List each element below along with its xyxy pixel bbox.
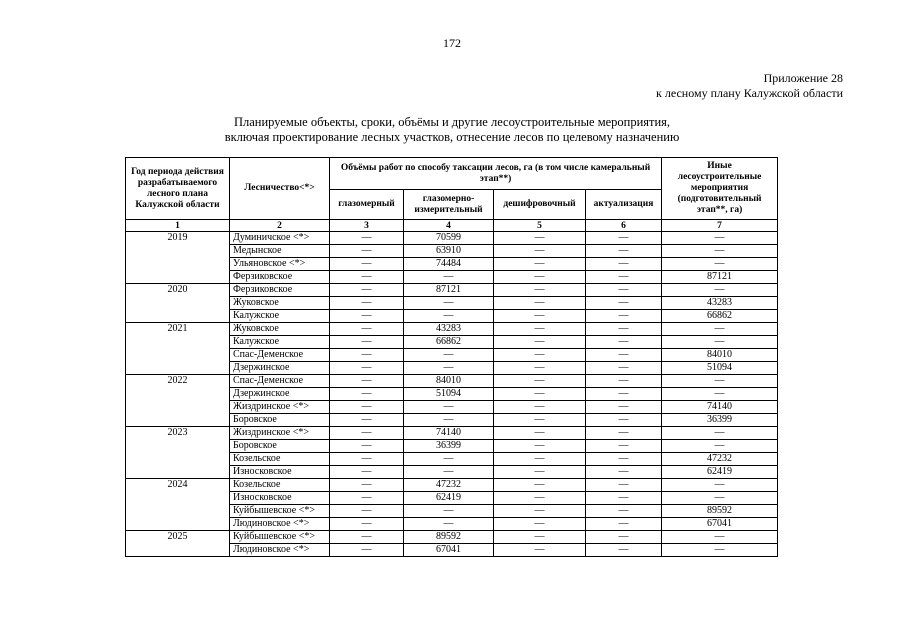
other-measures-cell: 43283 (662, 297, 778, 310)
visual-measuring-volume-cell: — (404, 362, 494, 375)
forestry-name-cell: Спас-Деменское (230, 349, 330, 362)
forestry-name-cell: Боровское (230, 440, 330, 453)
title-line-2: включая проектирование лесных участков, отнесение лесов по целевому назначению (224, 130, 680, 144)
update-volume-cell: — (586, 440, 662, 453)
visual-volume-cell: — (330, 453, 404, 466)
other-measures-cell: — (662, 427, 778, 440)
visual-measuring-volume-cell: — (404, 310, 494, 323)
visual-volume-cell: — (330, 479, 404, 492)
visual-measuring-volume-cell: 43283 (404, 323, 494, 336)
forestry-name-cell: Боровское (230, 414, 330, 427)
column-number: 2 (230, 220, 330, 232)
update-volume-cell: — (586, 349, 662, 362)
update-volume-cell: — (586, 323, 662, 336)
decoding-volume-cell: — (494, 466, 586, 479)
visual-volume-cell: — (330, 518, 404, 531)
visual-volume-cell: — (330, 310, 404, 323)
update-volume-cell: — (586, 271, 662, 284)
table-row (126, 531, 778, 544)
other-measures-cell: — (662, 544, 778, 557)
header-method-visual: глазомерный (330, 190, 404, 220)
other-measures-cell: 36399 (662, 414, 778, 427)
other-measures-cell: — (662, 388, 778, 401)
decoding-volume-cell: — (494, 362, 586, 375)
visual-volume-cell: — (330, 297, 404, 310)
visual-volume-cell: — (330, 362, 404, 375)
year-cell: 2020 (126, 284, 230, 323)
forest-plan-table (125, 157, 778, 557)
other-measures-cell: 74140 (662, 401, 778, 414)
other-measures-cell: 67041 (662, 518, 778, 531)
column-number: 6 (586, 220, 662, 232)
decoding-volume-cell: — (494, 440, 586, 453)
decoding-volume-cell: — (494, 518, 586, 531)
other-measures-cell: — (662, 492, 778, 505)
other-measures-cell: — (662, 336, 778, 349)
visual-measuring-volume-cell: 47232 (404, 479, 494, 492)
update-volume-cell: — (586, 401, 662, 414)
other-measures-cell: — (662, 440, 778, 453)
update-volume-cell: — (586, 232, 662, 245)
forestry-name-cell: Износковское (230, 492, 330, 505)
visual-measuring-volume-cell: 67041 (404, 544, 494, 557)
update-volume-cell: — (586, 479, 662, 492)
forestry-name-cell: Людиновское <*> (230, 518, 330, 531)
forestry-name-cell: Куйбышевское <*> (230, 505, 330, 518)
visual-volume-cell: — (330, 271, 404, 284)
column-number: 7 (662, 220, 778, 232)
visual-volume-cell: — (330, 531, 404, 544)
forestry-name-cell: Ферзиковское (230, 284, 330, 297)
decoding-volume-cell: — (494, 284, 586, 297)
update-volume-cell: — (586, 427, 662, 440)
table-row (126, 375, 778, 388)
update-volume-cell: — (586, 518, 662, 531)
header-method-update: актуализация (586, 190, 662, 220)
visual-measuring-volume-cell: — (404, 453, 494, 466)
visual-volume-cell: — (330, 427, 404, 440)
visual-measuring-volume-cell: — (404, 466, 494, 479)
other-measures-cell: — (662, 258, 778, 271)
visual-volume-cell: — (330, 505, 404, 518)
table-body (126, 232, 778, 557)
decoding-volume-cell: — (494, 258, 586, 271)
column-number: 5 (494, 220, 586, 232)
forestry-name-cell: Людиновское <*> (230, 544, 330, 557)
year-cell: 2021 (126, 323, 230, 375)
visual-volume-cell: — (330, 401, 404, 414)
other-measures-cell: 87121 (662, 271, 778, 284)
appendix-line-2: к лесному плану Калужской области (656, 86, 843, 100)
forestry-name-cell: Спас-Деменское (230, 375, 330, 388)
forestry-name-cell: Ульяновское <*> (230, 258, 330, 271)
visual-volume-cell: — (330, 440, 404, 453)
title-line-1: Планируемые объекты, сроки, объёмы и другие лесоустроительные мероприятия, (233, 115, 671, 129)
update-volume-cell: — (586, 388, 662, 401)
visual-measuring-volume-cell: — (404, 349, 494, 362)
header-method-visual-measuring: глазомерно-измерительный (404, 190, 494, 220)
other-measures-cell: — (662, 375, 778, 388)
visual-measuring-volume-cell: 63910 (404, 245, 494, 258)
decoding-volume-cell: — (494, 479, 586, 492)
visual-measuring-volume-cell: 66862 (404, 336, 494, 349)
year-cell: 2025 (126, 531, 230, 557)
update-volume-cell: — (586, 258, 662, 271)
header-method-decoding: дешифровочный (494, 190, 586, 220)
visual-volume-cell: — (330, 323, 404, 336)
visual-volume-cell: — (330, 232, 404, 245)
visual-measuring-volume-cell: — (404, 271, 494, 284)
visual-volume-cell: — (330, 336, 404, 349)
decoding-volume-cell: — (494, 414, 586, 427)
forestry-name-cell: Медынское (230, 245, 330, 258)
decoding-volume-cell: — (494, 271, 586, 284)
decoding-volume-cell: — (494, 401, 586, 414)
forestry-name-cell: Калужское (230, 310, 330, 323)
decoding-volume-cell: — (494, 544, 586, 557)
visual-volume-cell: — (330, 375, 404, 388)
visual-measuring-volume-cell: — (404, 401, 494, 414)
other-measures-cell: — (662, 479, 778, 492)
update-volume-cell: — (586, 466, 662, 479)
other-measures-cell: — (662, 232, 778, 245)
update-volume-cell: — (586, 284, 662, 297)
header-year: Год периода действия разрабатываемого лесного плана Калужской области (126, 158, 230, 220)
decoding-volume-cell: — (494, 349, 586, 362)
forestry-name-cell: Дзержинское (230, 388, 330, 401)
visual-volume-cell: — (330, 258, 404, 271)
other-measures-cell: 62419 (662, 466, 778, 479)
column-number: 1 (126, 220, 230, 232)
other-measures-cell: — (662, 284, 778, 297)
other-measures-cell: 84010 (662, 349, 778, 362)
visual-volume-cell: — (330, 544, 404, 557)
page-number: 172 (443, 36, 461, 50)
visual-measuring-volume-cell: 70599 (404, 232, 494, 245)
appendix-line-1: Приложение 28 (763, 71, 843, 85)
other-measures-cell: — (662, 323, 778, 336)
decoding-volume-cell: — (494, 388, 586, 401)
visual-volume-cell: — (330, 492, 404, 505)
visual-measuring-volume-cell: 74484 (404, 258, 494, 271)
visual-measuring-volume-cell: — (404, 414, 494, 427)
visual-volume-cell: — (330, 245, 404, 258)
header-other-measures: Иные лесоустроительные мероприятия (подготовительный этап**, га) (662, 158, 778, 220)
visual-measuring-volume-cell: 62419 (404, 492, 494, 505)
other-measures-cell: 51094 (662, 362, 778, 375)
decoding-volume-cell: — (494, 505, 586, 518)
document-title (0, 115, 904, 145)
other-measures-cell: — (662, 531, 778, 544)
decoding-volume-cell: — (494, 232, 586, 245)
visual-volume-cell: — (330, 284, 404, 297)
column-number: 3 (330, 220, 404, 232)
column-number: 4 (404, 220, 494, 232)
update-volume-cell: — (586, 375, 662, 388)
forestry-name-cell: Ферзиковское (230, 271, 330, 284)
decoding-volume-cell: — (494, 336, 586, 349)
table-row (126, 232, 778, 245)
visual-measuring-volume-cell: — (404, 297, 494, 310)
forestry-name-cell: Жуковское (230, 323, 330, 336)
update-volume-cell: — (586, 362, 662, 375)
visual-measuring-volume-cell: 74140 (404, 427, 494, 440)
decoding-volume-cell: — (494, 531, 586, 544)
column-number-row (126, 220, 778, 232)
decoding-volume-cell: — (494, 323, 586, 336)
appendix-label (656, 71, 843, 101)
other-measures-cell: 47232 (662, 453, 778, 466)
year-cell: 2024 (126, 479, 230, 531)
header-volumes: Объёмы работ по способу таксации лесов, га (в том числе камеральный этап**) (330, 158, 662, 190)
table-row (126, 284, 778, 297)
visual-volume-cell: — (330, 349, 404, 362)
visual-measuring-volume-cell: 36399 (404, 440, 494, 453)
forestry-name-cell: Куйбышевское <*> (230, 531, 330, 544)
forestry-name-cell: Калужское (230, 336, 330, 349)
update-volume-cell: — (586, 505, 662, 518)
year-cell: 2019 (126, 232, 230, 284)
update-volume-cell: — (586, 297, 662, 310)
other-measures-cell: 66862 (662, 310, 778, 323)
other-measures-cell: — (662, 245, 778, 258)
update-volume-cell: — (586, 245, 662, 258)
update-volume-cell: — (586, 414, 662, 427)
update-volume-cell: — (586, 531, 662, 544)
forestry-name-cell: Жиздринское <*> (230, 401, 330, 414)
visual-measuring-volume-cell: 51094 (404, 388, 494, 401)
visual-volume-cell: — (330, 388, 404, 401)
forestry-name-cell: Козельское (230, 453, 330, 466)
decoding-volume-cell: — (494, 427, 586, 440)
update-volume-cell: — (586, 310, 662, 323)
table-row (126, 479, 778, 492)
other-measures-cell: 89592 (662, 505, 778, 518)
decoding-volume-cell: — (494, 310, 586, 323)
decoding-volume-cell: — (494, 453, 586, 466)
forestry-name-cell: Дзержинское (230, 362, 330, 375)
visual-measuring-volume-cell: 89592 (404, 531, 494, 544)
update-volume-cell: — (586, 544, 662, 557)
decoding-volume-cell: — (494, 245, 586, 258)
forestry-name-cell: Козельское (230, 479, 330, 492)
decoding-volume-cell: — (494, 492, 586, 505)
table-row (126, 323, 778, 336)
decoding-volume-cell: — (494, 297, 586, 310)
visual-measuring-volume-cell: — (404, 518, 494, 531)
update-volume-cell: — (586, 453, 662, 466)
decoding-volume-cell: — (494, 375, 586, 388)
update-volume-cell: — (586, 336, 662, 349)
header-forestry: Лесничество<*> (230, 158, 330, 220)
forestry-name-cell: Думиничское <*> (230, 232, 330, 245)
forestry-name-cell: Износковское (230, 466, 330, 479)
visual-volume-cell: — (330, 414, 404, 427)
update-volume-cell: — (586, 492, 662, 505)
visual-measuring-volume-cell: 87121 (404, 284, 494, 297)
year-cell: 2023 (126, 427, 230, 479)
year-cell: 2022 (126, 375, 230, 427)
visual-measuring-volume-cell: — (404, 505, 494, 518)
forestry-name-cell: Жиздринское <*> (230, 427, 330, 440)
visual-volume-cell: — (330, 466, 404, 479)
visual-measuring-volume-cell: 84010 (404, 375, 494, 388)
table-row (126, 427, 778, 440)
forestry-name-cell: Жуковское (230, 297, 330, 310)
